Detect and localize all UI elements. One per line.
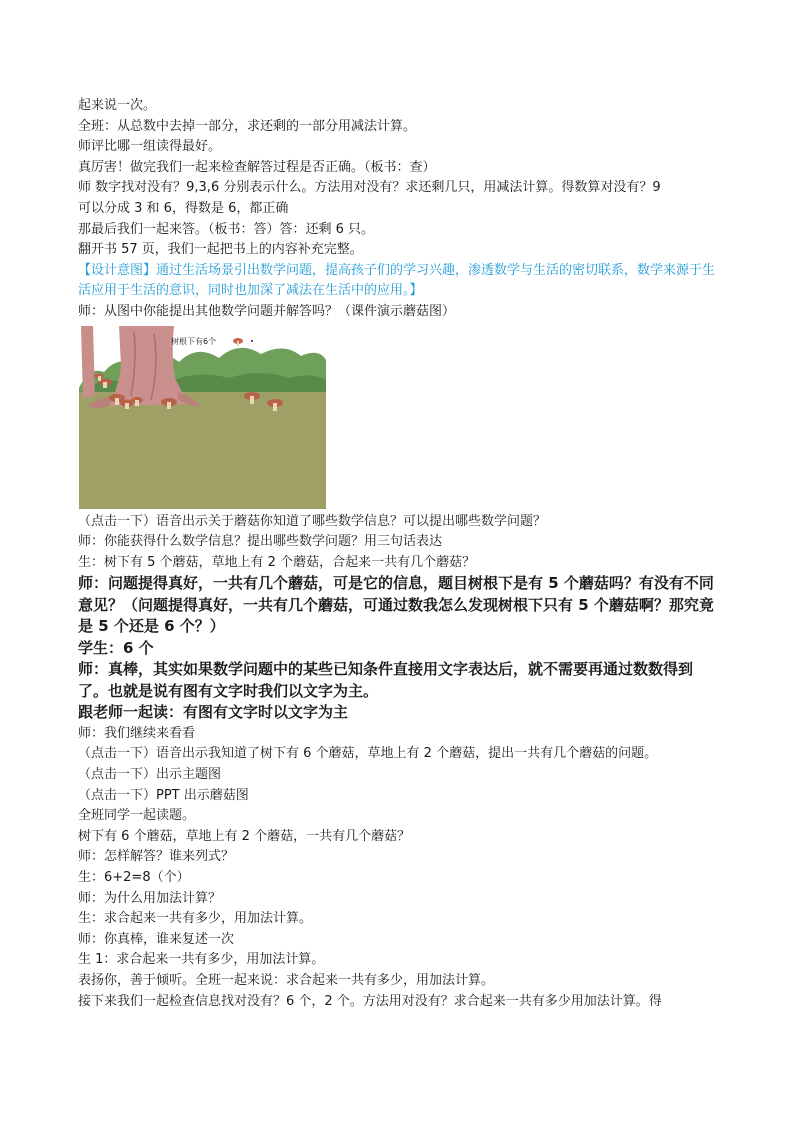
design-intent: 【设计意图】通过生活场景引出数学问题，提高孩子们的学习兴趣，渗透数学与生活的密切联系，数学来源于生活应用于生活的意识，同时也加深了减法在生活中的应用。】 (78, 262, 716, 299)
text-line: 师：为什么用加法计算？ (78, 890, 222, 906)
text-line: 师：你能获得什么数学信息？提出哪些数学问题？用三句话表达 (78, 534, 443, 550)
text-line: 树下有 6 个蘑菇，草地上有 2 个蘑菇，一共有几个蘑菇？ (78, 828, 411, 844)
text-line: 师：你真棒，谁来复述一次 (78, 931, 235, 947)
text-line: （点击一下）PPT 出示蘑菇图 (78, 787, 249, 803)
text-line: 师评比哪一组读得最好。 (78, 139, 222, 155)
bold-line: 师：问题提得真好，一共有几个蘑菇，可是它的信息，题目树根下是有 5 个蘑菇吗？有没有不同意见？（问题提得真好，一共有几个蘑菇，可通过数我怎么发现树根下只有 5 个蘑菇啊？那究竟是 5 个还是 6 个？） (78, 574, 714, 636)
bold-line: 师：真棒，其实如果数学问题中的某些已知条件直接用文字表达后，就不需要再通过数数得到了。也就是说有图有文字时我们以文字为主。 (78, 660, 694, 700)
text-line: 全班：从总数中去掉一部分，求还剩的一部分用减法计算。 (78, 118, 417, 134)
text-line: 全班同学一起读题。 (78, 808, 196, 824)
text-line: 真厉害！做完我们一起来检查解答过程是否正确。（板书：查） (78, 159, 436, 175)
document-page (78, 96, 718, 1012)
text-line: 生：6+2=8（个） (78, 869, 190, 885)
text-line: 生 1：求合起来一共有多少，用加法计算。 (78, 952, 325, 968)
bold-line: 学生：6 个 (78, 638, 154, 657)
text-line: 那最后我们一起来答。（板书：答）答：还剩 6 只。 (78, 221, 375, 237)
text-line: 表扬你，善于倾听。全班一起来说：求合起来一共有多少，用加法计算。 (78, 972, 495, 988)
text-line: 生：求合起来一共有多少，用加法计算。 (78, 911, 313, 927)
text-line: 起来说一次。 (78, 98, 157, 113)
bold-line: 跟老师一起读：有图有文字时以文字为主 (78, 703, 349, 722)
text-line: （点击一下）语音出示我知道了树下有 6 个蘑菇，草地上有 2 个蘑菇，提出一共有几个蘑菇的问题。 (78, 746, 658, 762)
text-line: 可以分成 3 和 6，得数是 6，都正确 (78, 200, 289, 216)
illustration-caption: 树根下有6个 (171, 336, 217, 346)
text-line: （点击一下）出示主题图 (78, 767, 222, 782)
question-line: 师：从图中你能提出其他数学问题并解答吗？（课件演示蘑菇图） (78, 303, 456, 319)
text-line: 接下来我们一起检查信息找对没有？6 个，2 个。方法用对没有？求合起来一共有多少用加法计算。得 (78, 993, 662, 1009)
text-line: 翻开书 57 页，我们一起把书上的内容补充完整。 (78, 242, 363, 258)
text-line: 师 数字找对没有？9,3,6 分别表示什么。方法用对没有？求还剩几只，用减法计算。得数算对没有？9 (78, 180, 661, 196)
text-line: （点击一下）语音出示关于蘑菇你知道了哪些数学信息？可以提出哪些数学问题？ (78, 513, 547, 529)
text-line: 师：怎样解答？谁来列式？ (78, 849, 235, 865)
text-line: 师：我们继续来看看 (78, 725, 196, 741)
mushroom-illustration (79, 326, 326, 509)
text-line: 生：树下有 5 个蘑菇，草地上有 2 个蘑菇，合起来一共有几个蘑菇？ (78, 554, 476, 570)
